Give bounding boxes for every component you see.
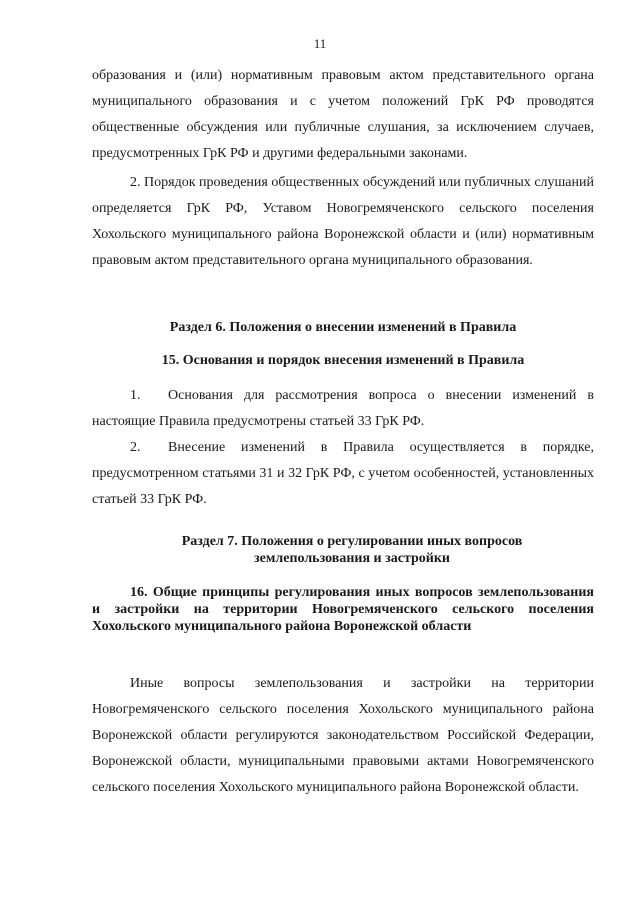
article-15-item-1 — [92, 383, 594, 435]
article-16-paragraph: Иные вопросы землепользования и застройки на территории Новогремяченского сельского поселения Хохольского муниципального района Воронежской области регулируются законодательством Российской Федерации, Воронежской области, муниципальными правовыми актами Новогремяченского сельского поселения Хохольского муниципального района Воронежской области. — [92, 676, 594, 795]
article-16-title: Общие принципы регулирования иных вопросов землепользования и застройки на территории Новогремяченского сельского поселения Хохольского муниципального района Воронежской области — [92, 585, 595, 634]
section-7-heading-line-2: землепользования и застройки — [254, 551, 450, 566]
article-16-heading — [92, 584, 594, 635]
article-16-number: 16. — [130, 585, 148, 600]
section-7-heading — [110, 533, 594, 567]
article-15-heading: 15. Основания и порядок внесения изменений в Правила — [161, 353, 525, 368]
section-6-heading: Раздел 6. Положения о внесении изменений в Правила — [169, 320, 517, 335]
item-text: Основания для рассмотрения вопроса о внесении изменений в настоящие Правила предусмотрены статьей 33 ГрК РФ. — [92, 388, 594, 429]
article-15-item-2 — [92, 435, 594, 513]
item-number: 2. — [130, 440, 141, 455]
section-7-heading-line-1: Раздел 7. Положения о регулировании иных вопросов — [181, 534, 523, 549]
paragraph-continuation: образования и (или) нормативным правовым актом представительного органа муниципального образования и с учетом положений ГрК РФ проводятся общественные обсуждения или публичные слушания, за исключением случаев, предусмотренных ГрК РФ и другими федеральными законами. — [92, 68, 594, 161]
item-number: 1. — [130, 388, 141, 403]
item-text: Внесение изменений в Правила осуществляется в порядке, предусмотренном статьями 31 и 32 ГрК РФ, с учетом особенностей, установленных статьей 33 ГрК РФ. — [92, 440, 594, 507]
page-number: 11 — [313, 36, 327, 51]
paragraph-item-2: 2. Порядок проведения общественных обсуждений или публичных слушаний определяется ГрК РФ, Уставом Новогремяченского сельского поселения Хохольского муниципального района Воронежской области и (или) нормативным правовым актом представительного органа муниципального образования. — [92, 175, 594, 268]
